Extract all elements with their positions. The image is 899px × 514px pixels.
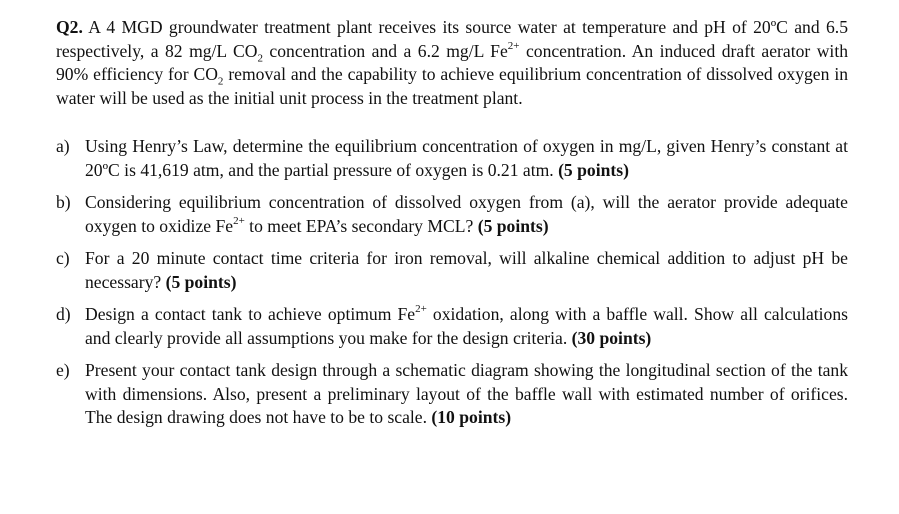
question-document [56, 16, 848, 439]
part-a [56, 135, 848, 182]
part-b-letter: b) [56, 192, 71, 212]
part-d-text-2: oxidation, along with a baffle wall. Show all calculations and clearly provide all assumptions you make for the design criteria. [85, 304, 848, 348]
part-c-points: (5 points) [165, 271, 237, 292]
fe-superscript: 2+ [507, 39, 520, 52]
part-d-letter: d) [56, 304, 71, 324]
part-b-text-1: Considering equilibrium concentration of dissolved oxygen from (a), will the aerator provide adequate oxygen to oxidize Fe [85, 192, 848, 236]
part-e-letter: e) [56, 360, 70, 380]
intro-text-1: A 4 MGD groundwater treatment plant receives its source water at temperature and pH of 20ºC and 6.5 respectively, a 82 mg/L CO [56, 17, 848, 61]
part-d [56, 303, 848, 350]
intro-text-2: concentration and a 6.2 mg/L Fe [262, 40, 508, 61]
question-number: Q2. [56, 17, 83, 37]
question-intro [56, 16, 848, 110]
part-d-superscript: 2+ [415, 303, 427, 316]
part-e [56, 359, 848, 430]
part-e-points: (10 points) [431, 407, 512, 427]
question-parts-list [56, 135, 848, 430]
part-b-text-2: to meet EPA’s secondary MCL? [244, 215, 478, 236]
part-c-text: For a 20 minute contact time criteria for iron removal, will alkaline chemical addition to adjust pH be necessary? [85, 248, 848, 292]
part-a-points: (5 points) [558, 159, 629, 180]
part-e-text: Present your contact tank design through a schematic diagram showing the longitudinal section of the tank with dimensions. Also, present a preliminary layout of the baffle wall with estimated number of orifices. The design drawing does not have to be to scale. [85, 360, 848, 427]
co2-subscript-2: 2 [217, 75, 224, 88]
co2-subscript: 2 [257, 52, 263, 65]
part-c [56, 247, 848, 294]
part-b [56, 191, 848, 238]
part-d-points: (30 points) [571, 327, 652, 348]
part-b-superscript: 2+ [233, 214, 245, 227]
intro-text-4: removal and the capability to achieve equilibrium concentration of dissolved oxygen in water will be used as the initial unit process in the treatment plant. [56, 64, 849, 108]
part-c-letter: c) [56, 248, 70, 268]
part-b-points: (5 points) [477, 215, 549, 236]
part-d-text-1: Design a contact tank to achieve optimum Fe [85, 304, 416, 324]
part-a-letter: a) [56, 136, 70, 156]
intro-text-3: concentration. An induced draft aerator with 90% efficiency for CO [56, 40, 849, 84]
part-a-text: Using Henry’s Law, determine the equilibrium concentration of oxygen in mg/L, given Henry’s constant at 20ºC is 41,619 atm, and the partial pressure of oxygen is 0.21 atm. [85, 136, 848, 180]
